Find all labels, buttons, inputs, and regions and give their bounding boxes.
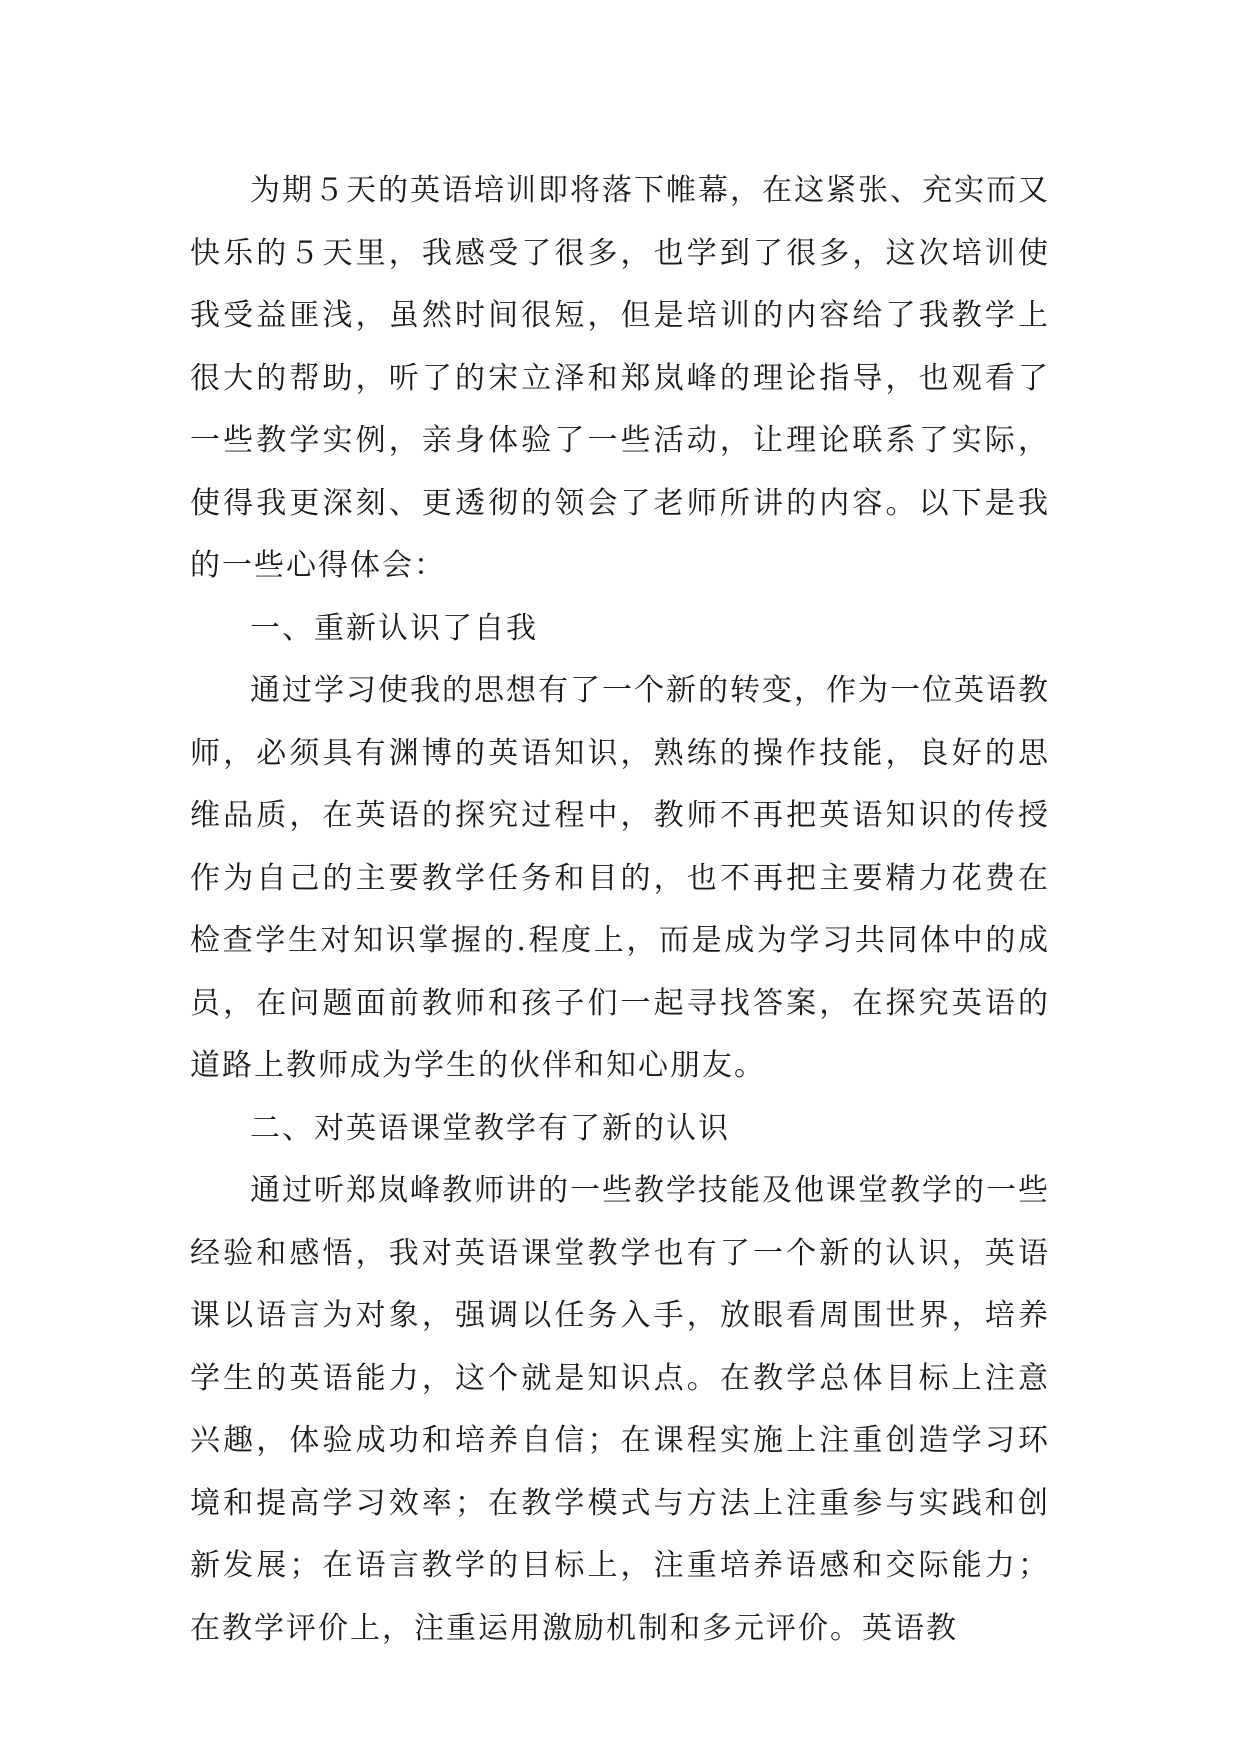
section-heading-2: 二、对英语课堂教学有了新的认识 [250,1110,730,1146]
paragraph-section-2: 通过听郑岚峰教师讲的一些教学技能及他课堂教学的一些经验和感悟，我对英语课堂教学也有了一个新的认识，英语课以语言为对象，强调以任务入手，放眼看周围世界，培养学生的英语能力，这个就是知识点。在教学总体目标上注意兴趣，体验成功和培养自信；在课程实施上注重创造学习环境和提高学习效率；在教学模式与方法上注重参与实践和创新发展；在语言教学的目标上，注重培养语感和交际能力；在教学评价上，注重运用激励机制和多元评价。英语教 [190,1173,1050,1646]
section-heading-1: 一、重新认识了自我 [250,610,538,646]
paragraph-intro: 为期５天的英语培训即将落下帷幕，在这紧张、充实而又快乐的５天里，我感受了很多，也学到了很多，这次培训使我受益匪浅，虽然时间很短，但是培训的内容给了我教学上很大的帮助，听了的宋立泽和郑岚峰的理论指导，也观看了一些教学实例，亲身体验了一些活动，让理论联系了实际，使得我更深刻、更透彻的领会了老师所讲的内容。以下是我的一些心得体会： [190,173,1050,583]
document-body [190,160,1050,1660]
paragraph-section-1: 通过学习使我的思想有了一个新的转变，作为一位英语教师，必须具有渊博的英语知识，熟练的操作技能，良好的思维品质，在英语的探究过程中，教师不再把英语知识的传授作为自己的主要教学任务和目的，也不再把主要精力花费在检查学生对知识掌握的.程度上，而是成为学习共同体中的成员，在问题面前教师和孩子们一起寻找答案，在探究英语的道路上教师成为学生的伙伴和知心朋友。 [190,673,1050,1083]
